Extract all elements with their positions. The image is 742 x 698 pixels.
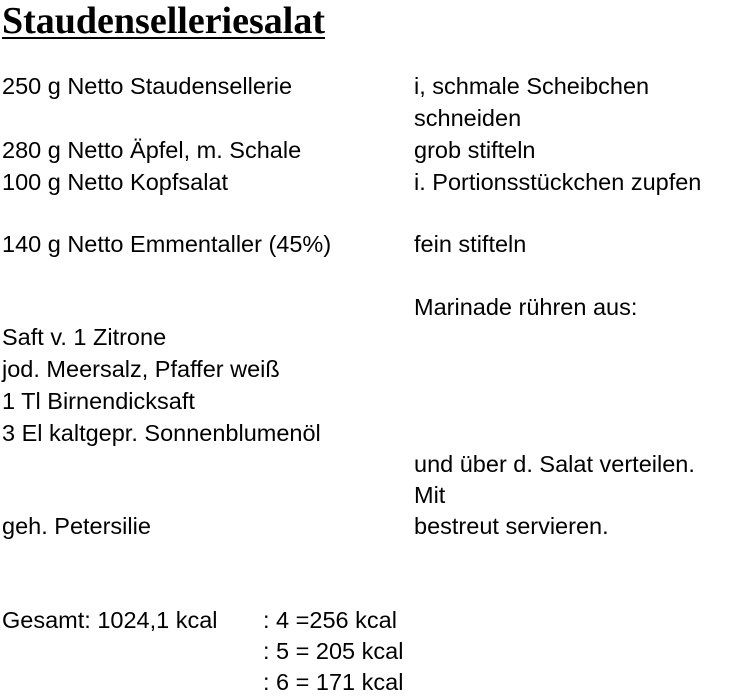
calories-per-5: : 5 = 205 kcal (263, 638, 404, 664)
ingredient-step: schneiden (414, 105, 522, 131)
marinade-instruction: und über d. Salat verteilen. (414, 451, 695, 477)
calories-per-6: : 6 = 171 kcal (263, 669, 404, 695)
total-calories: Gesamt: 1024,1 kcal (2, 607, 218, 633)
marinade-item: 1 Tl Birnendicksaft (2, 388, 195, 414)
ingredient-step: i. Portionsstückchen zupfen (414, 169, 702, 195)
marinade-item: 3 El kaltgepr. Sonnenblumenöl (2, 420, 321, 446)
ingredient-step: i, schmale Scheibchen (414, 73, 650, 99)
calories-per-4: : 4 =256 kcal (263, 607, 397, 633)
garnish-item: geh. Petersilie (2, 513, 151, 539)
marinade-item: Saft v. 1 Zitrone (2, 324, 167, 350)
ingredient-amount: 100 g Netto Kopfsalat (2, 169, 229, 195)
marinade-heading: Marinade rühren aus: (414, 294, 638, 320)
ingredient-amount: 140 g Netto Emmentaller (45%) (2, 231, 332, 257)
recipe-title: Staudenselleriesalat (2, 0, 325, 42)
marinade-instruction: bestreut servieren. (414, 513, 609, 539)
ingredient-amount: 250 g Netto Staudensellerie (2, 73, 293, 99)
ingredient-amount: 280 g Netto Äpfel, m. Schale (2, 137, 302, 163)
ingredient-step: grob stifteln (414, 137, 536, 163)
marinade-instruction: Mit (414, 482, 446, 508)
ingredient-step: fein stifteln (414, 231, 527, 257)
marinade-item: jod. Meersalz, Pfaffer weiß (2, 356, 280, 382)
